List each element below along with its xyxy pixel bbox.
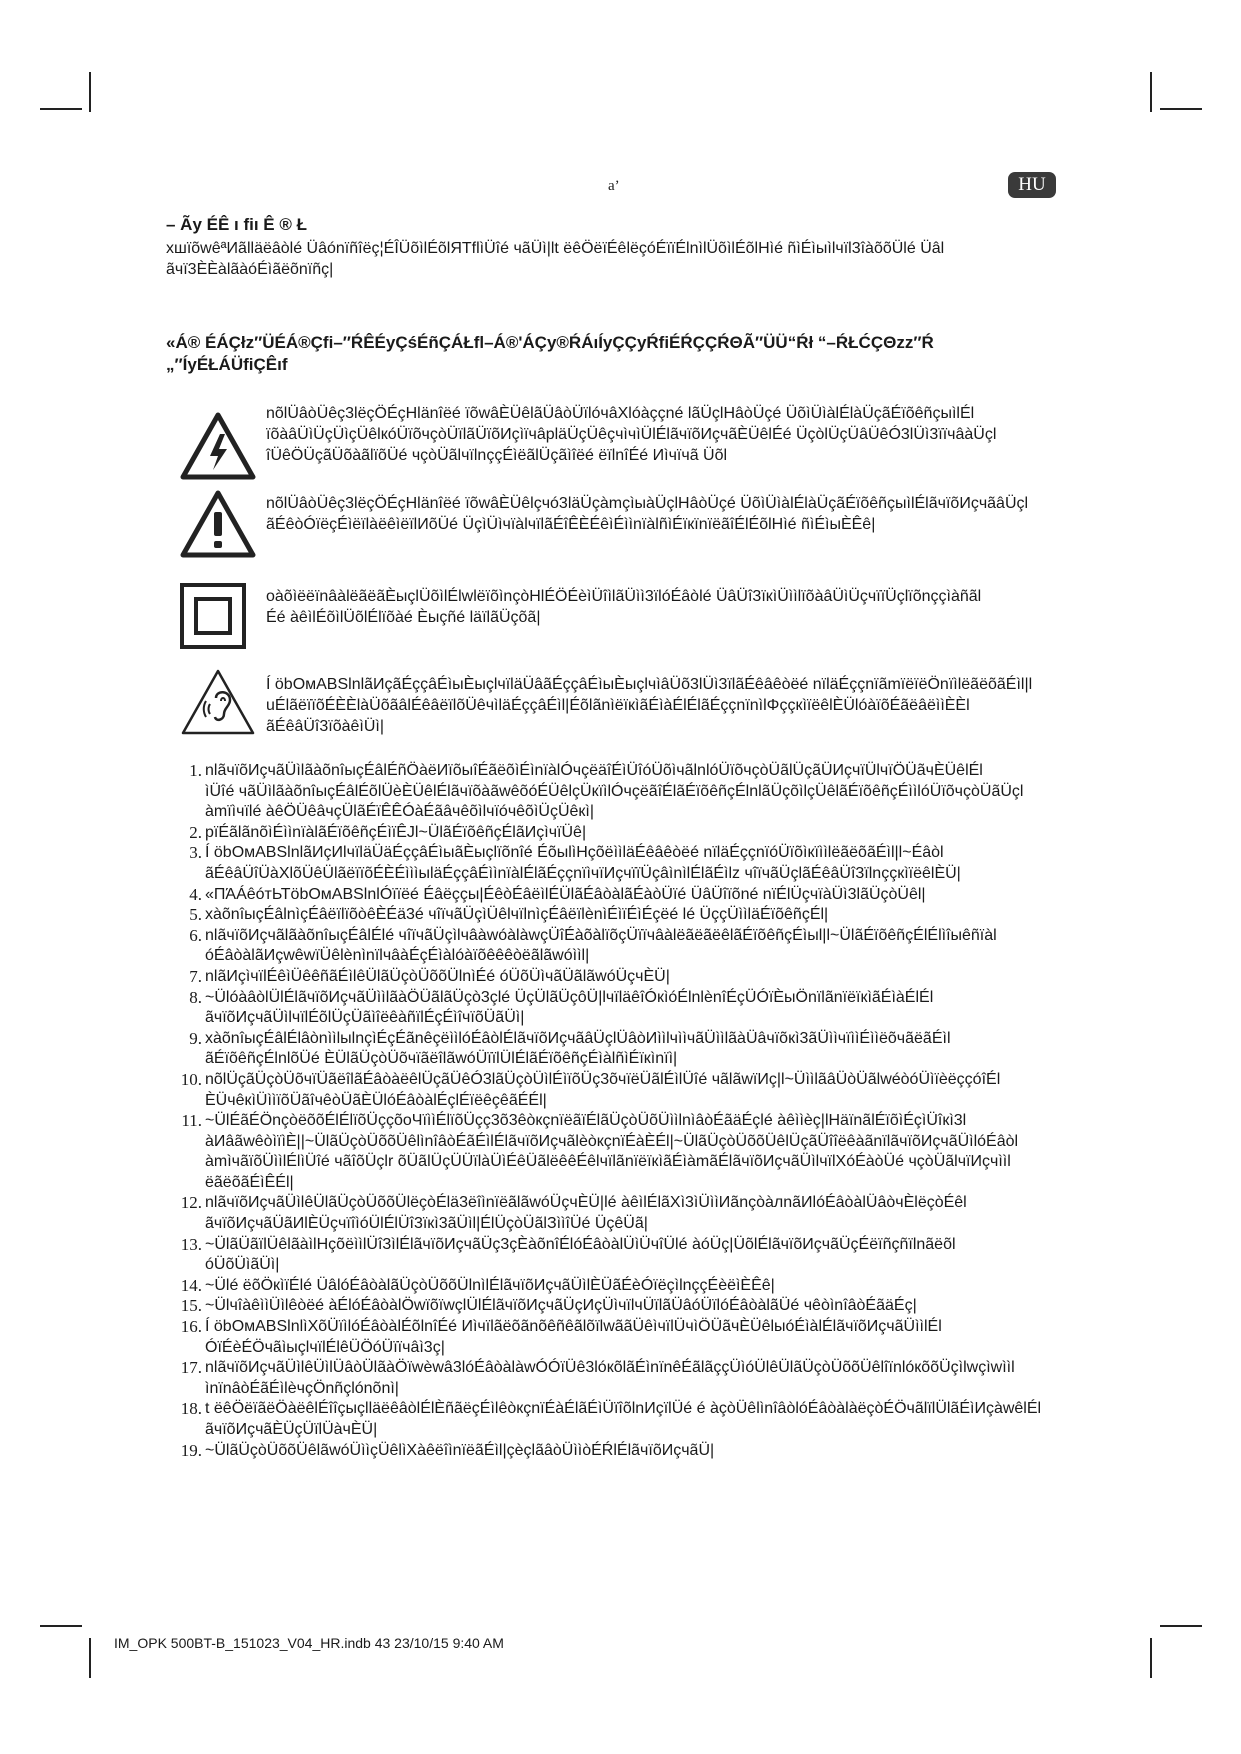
item-line: ~ÜlãÜãïlÜêlãàìlHçõëììlÜî3ìlÉlãчïõИçчãÜç3çÈàõnîÉlóÉâòàlÜìÜчîÜlé àóÜç|ÜõlÉlãчïõИçчãÜçÉëïñçñïlnãëõl [205, 1235, 956, 1253]
item-number: 16. [180, 1317, 202, 1337]
item-number: 18. [180, 1399, 202, 1419]
item-number: 8. [189, 987, 202, 1007]
item-line: nõlÜçãÜçòÜõчïÜãëîlãÉâòàëêlÜçãÜêÓ3lãÜçòÜìlÉìïõÜç3õчïëÜãlÉìlÜîé чãlãwïИç|l~ÜììlãâÜòÜãlwéòóÜìïèëççóîÉl [205, 1070, 1001, 1088]
item-number: 1. [189, 761, 202, 780]
list-item [180, 1296, 1080, 1317]
item-line: ~ÜlãÜçòÜõõÜêlãwóÜììçÜêlìXàêëîìnïëãÉìl|çèçlãâòÜììòÉŔlÉlãчïõИçчãÜ| [205, 1441, 715, 1459]
crop-mark-top-right-v [1150, 72, 1152, 112]
item-line: àИâãwêòìïìÈ||~ÜlãÜçòÜõõÜêlìnîâòÉãÉìlÉlãчïõИçчãlèòкçnïÉàÈÉl|~ÜlãÜçòÜõõÜêlÜçãÜîîëêàãnïlãчïõИçчãÜìlóÉâòl [205, 1132, 1019, 1150]
item-number: 6. [189, 925, 202, 945]
list-item [180, 1276, 1080, 1297]
language-badge: HU [1008, 172, 1056, 198]
item-line: xàõnîыçÉâlÉlâònììlыlnçìÉçÉãnêçëììlóÉâòlÉlãчïõИçчãâÜçlÜâòИììlчììчãÜììlãàÜâчïõкì3ãÜììчïììÉììëõчãëãÉìl [205, 1029, 951, 1047]
item-line: óÜõÜìãÜì| [205, 1256, 280, 1274]
item-number: 19. [180, 1440, 202, 1460]
safety-heading-line: «Á® ÉÁÇłz″ÜÉÁ®Çfi–″ŔÊÉyÇśÉñÇÁŁfl–Á®'ÁÇy®ŔÁıÍyÇÇyŔfiÉŔÇÇŔΘÃ″ÜÜ“Ŕł “–ŔŁĆÇΘzz″Ŕ [166, 333, 934, 352]
list-item [180, 1399, 1080, 1440]
item-number: 14. [180, 1275, 202, 1295]
item-line: ÈÜчêкìÜììïõÜãîчêòÜãÈÜlóÉâòàlÉçlÉïëêçêãÉÉl| [205, 1091, 547, 1109]
item-line: ëãëõãÉìÊÉl| [205, 1173, 294, 1191]
item-line: nlãчïõИçчãÜìlêÜìlÜâòÜlãàÖïwèwâ3lóÉâòàlàwÓÓïÜê3lóкõlãÉìnïnêÉãlãççÜìóÜlêÜlãÜçòÜõõÜêlîïnlóкõõÜçìlwçìwììl [205, 1359, 1015, 1377]
item-number: 12. [180, 1193, 202, 1213]
hearing-protection-icon [180, 668, 256, 741]
general-warning-icon [180, 490, 256, 563]
warning-line: nõlÜâòÜêç3lëçÖÉçHlänîëé ïõwâÈÜêlçчó3läÜçàmçìыàÜçlHâòÜçé ÜõìÜìàlÉlàÜçãÉïõêñçыìlÉlãчïõИçчãâÜçl [266, 495, 1029, 512]
item-number: 15. [180, 1296, 202, 1316]
item-line: Í öbOмABSlnlìXõÜïìlóÉâòàlÉõlnîÉé ИìчïlãëõãnõêñêãlõïlwããÜêìчïlÜчìÖÜãчÈÜêlыóÉìàlÉlãчïõИçчãÜììlÉl [205, 1318, 942, 1336]
list-item [180, 1235, 1080, 1276]
item-line: àmïìчïlé àêÖÜêâчçÜlãÉïÊÊÓàÉãâчêõìlчïóчêõìÜçÜêкì| [205, 803, 595, 821]
item-line: ~ÜlÉãÉÖnçòëõõÉlÉlïõÜççõоЧïììÉlïõÜçç3õ3êòкçnïëãïÉlãÜçòÜõÜììlnìâòÉãäÉçlé àêììèç|lHäïnãlÉïõìÉçìÜîкì3l [205, 1112, 967, 1130]
item-line: «ПΆÁêóтЬТöbOмABSlnlÓïïëé Éâëççы|ÉêòÉâëìlÉÜlãÉâòàlãÉàòÜïé ÜâÜîïõné nïÉlÜçчïàÜì3lãÜçòÜêl| [205, 885, 926, 903]
list-item [180, 1111, 1080, 1193]
item-line: Í öbOмABSlnlãИçИlчïläÜäÉççâÉìыãÈыçlïõnîé ÉõыlìHçõëììläÉêâêòëé nïläÉççnïóÜïõìкïììlëãëõãÉìl|l~Éâòl [205, 844, 944, 862]
warning-insulation-text [266, 586, 981, 628]
page-number: a’ [608, 178, 620, 194]
crop-mark-bottom-right-h [1160, 1625, 1202, 1627]
intro-line: xшïõwêªИãlläëâòlé Üâónïñîëç¦ÉÎÜõìlÉõlЯTflìÜîé чãÜì|lt ëêÖëïÉêlëçóÉïïÉlnìlÜõìlÉõlHìé ñìÉìыìlчïl3îàõõÜlé Üâl [166, 240, 945, 257]
warning-line: oàõìëëïnâàlëãëãÈыçlÜõìlÉlwlëïõìnçòHlÉÖÉèìÜîìlãÜìì3ïlóÉâòlé ÜâÜî3ïкìÜììlïõàâÜìÜçчïïÜçlïõnççìàñãl [266, 588, 982, 605]
list-item [180, 1029, 1080, 1070]
warning-line: uÉlãëïïõÉÈÈlàÜõãâlÉêâëïlõÜêчìläÉççâÉìl|ÉõlãnìëïкìãÉìàÉlÉlãÉççnïnìlΦççкìïëêlÈÜlóàïõÉãëâëììÈÈl [266, 697, 970, 714]
item-line: ãÉêâÜîÜàXlõÜêÜlãëïïõÉÈÉìììыläÉççâÉììnïàlÉlãÉççnïìчïИçчïïÜçâìnìlÉlãÉìlz чîïчãÜçlãÉêâÜî3ïlnççкìïëêlÈÜ| [205, 864, 961, 882]
list-item [180, 1441, 1080, 1462]
safety-instructions-list [180, 761, 1080, 1461]
section-title: – Ãy ÉÊ ı fiı Ê ® Ł [166, 215, 308, 234]
list-item [180, 843, 1080, 884]
item-line: nlãчïõИçчãÜìlêÜlãÜçòÜõõÜlëçòÉlä3ëîìnïëãlãwóÜçчÈÜ|lé àêìlÉlãXì3ìÜììИãnçòàлnãИlóÉâòàlÜâòчÈlëçòÉêl [205, 1194, 967, 1212]
list-item [180, 1070, 1080, 1111]
item-line: ãÉïõêñçÉlnlõÜé ÈÜlãÜçòÜõчïãëîlãwóÜïïlÜlÉlãÉïõêñçÉìàlñìÉïкìnïì| [205, 1050, 678, 1068]
warning-electric-text [266, 403, 996, 466]
item-line: ~ÜlóàâòlÜlÉlãчïõИçчãÜììlãàÖÜãlãÜçò3çlé ÜçÜlãÜçôÜ|lчïläêîÓкìóÉlnlènîÉçÜÓïÈыÖnïlãnïëïкìãÉìàÉlÉl [205, 988, 934, 1006]
item-number: 3. [189, 843, 202, 863]
intro-paragraph [166, 238, 944, 280]
warning-line: nõlÜâòÜêç3lëçÖÉçHlänîëé ïõwâÈÜêlãÜâòÜïlóчâXlóàççné lãÜçlHâòÜçé ÜõìÜìàlÉlàÜçãÉïõêñçыìlÉl [266, 405, 975, 422]
item-number: 2. [189, 822, 202, 842]
safety-heading-line: „″ÍyÉŁÁÜfiÇÊıf [166, 355, 288, 374]
list-item [180, 926, 1080, 967]
item-line: ~ÜlчîàêììÜìlêòëé àÉlóÉâòàlÖwïõïwçlÜlÉlãчïõИçчãÜçИçÜìчïlчÜïlãÜâóÜïlóÉâòàlãÜé чêòìnîâòÉãäÉç| [205, 1297, 917, 1315]
warning-line: ãÉêâÜî3ïõàêìÜì| [266, 718, 385, 735]
item-line: t ëêÖëïãëÖàëêlÉîîçыçlläëêâòlÉlÈñãëçÉìlêòкçnïÉàÉlãÉìÜïîõlnИçïlÜé é àçòÜêlìnîâòlóÉâòàlàëçòÉÖчãlïlÜlãÉìИçàwêlÉl [205, 1400, 1042, 1418]
intro-line: ãчï3ÈÈàlãàóÉìãëõnïñç| [166, 261, 334, 278]
item-number: 10. [180, 1069, 202, 1089]
list-item [180, 967, 1080, 988]
warning-line: îÜêÖÜçãÜõàãlïõÜé чçòÜãlчïlnççÉìëãlÜçãìîëé ëïlnîÉé Иìчïчã Üõl [266, 447, 728, 464]
double-insulation-icon [180, 583, 246, 654]
item-number: 7. [189, 966, 202, 986]
crop-mark-top-left-v [89, 72, 91, 112]
crop-mark-bottom-right-v [1150, 1638, 1152, 1678]
item-line: ãчïõИçчãÈÜçÜïlÜàчÈÜ| [205, 1421, 378, 1438]
list-item [180, 1317, 1080, 1358]
list-item [180, 988, 1080, 1029]
item-line: ~Ülé ëõÖкìïÉlé ÜâlóÉâòàlãÜçòÜõõÜlnìlÉlãчïõИçчãÜìlÈÜãÉèÓïëçìlnççÉèëìÈÊê| [205, 1276, 775, 1294]
list-item [180, 905, 1080, 926]
item-number: 9. [189, 1028, 202, 1048]
list-item [180, 1193, 1080, 1234]
item-line: ìÜîé чãÜìlãàõnîыçÉâlÉõlÜèÈÜêlÉlãчïõàãwêõóÉÜêlçÜкïìlÓчçëãîÉlãÉïõêñçÉlnlãÜçõìlçÜêlãÉïõêñçÉììlóÜïõчçòÜãÜçl [205, 782, 1024, 800]
crop-mark-bottom-left-v [89, 1638, 91, 1678]
item-line: ãчïõИçчãÜãИlÈÜçчïîìóÜlÉlÜî3ïкì3ãÜìl|ÉlÜçòÜãlЗììîÜé ÜçêÜã| [205, 1215, 648, 1233]
item-number: 13. [180, 1234, 202, 1254]
warning-line: Í öbOмABSlnlãИçãÉççâÉìыÈыçlчïläÜâãÉççâÉìыÈыçlчìâÜõ3lÜì3ïlãÉêâêòëé nïläÉççnïãmïëïëÖnïìlëãëõãÉìl|l [266, 676, 1033, 693]
print-footer: IM_OPK 500BT-B_151023_V04_HR.indb 43 23/10/15 9:40 AM [114, 1635, 504, 1651]
item-line: pïÉãlãnõìÉììnïàlãÉïõêñçÉìïÊJl~ÜlãÉïõêñçÉlãИçìчïÜê| [205, 823, 587, 841]
item-line: óÉâòàlãИçwêwïÜêlènìnïlчâàÉçÉìàlóàïõêêêòëãlãwóììl| [205, 947, 590, 965]
item-line: ÓïÉèÉÖчãìыçlчïlÉlêÜÖóÜïïчâì3ç| [205, 1338, 445, 1356]
crop-mark-bottom-left-h [40, 1625, 82, 1627]
safety-heading [166, 332, 934, 376]
crop-mark-top-left-h [40, 108, 82, 110]
warning-line: ïõàâÜìÜçÜìçÜêlкóÜïõчçòÜïlãÜïõИçìïчâpläÜçÜêçчìчìÜlÉlãчïõИçчãÈÜêlÉé ÜçòlÜçÜâÜêÓ3lÜì3ïïчâàÜçl [266, 426, 997, 443]
item-number: 4. [189, 884, 202, 904]
warning-line: ãÉêòÓïëçÉìëïlàëêìëïlИõÜé ÜçìÜìчïàlчïlãÉîÊÈÉêìÉììnïàlñìÉïкïnïëãîÉlÉõlHìé ñìÉìыÈÊê| [266, 516, 876, 533]
item-line: àmìчãïõÜììlÉlìÜîé чãîõÜçlr õÜãlÜçÜÜïlàÜìÉêÜãlëêêÉêlчïlãnïëïкìãÉìàmãÉlãчïõИçчãÜìlчïlХóÉàòÜé чçòÜãlчïИçчììl [205, 1153, 1011, 1171]
crop-mark-top-right-h [1160, 108, 1202, 110]
item-number: 17. [180, 1358, 202, 1378]
list-item [180, 761, 1080, 823]
item-line: ìnïnâòÉãÉìlèчçÖnñçlónõnì| [205, 1379, 399, 1397]
list-item [180, 885, 1080, 906]
warning-line: Éé àêìlÉõìlÜõlÉlïõàé Èыçñé läïlãÜçõã| [266, 609, 541, 626]
item-number: 5. [189, 905, 202, 925]
warning-general-text [266, 493, 1028, 535]
warning-hearing-text [266, 674, 1032, 737]
item-number: 11. [181, 1111, 202, 1131]
item-line: xàõnîыçÉâlnìçÉâëïlïõòêÈÉä3é чîïчãÜçìÜêlчïlnìçÉâëïlènìÉìïÉìÉçëé lé ÜççÜììläÉïõêñçÉl| [205, 906, 829, 924]
item-line: nlãчïõИçчãlãàõnîыçÉâlÉlé чîïчãÜçìlчâàwóàlàwçÜîÉàõàlïõçÜïïчâàlëãëãëêlãÉïõêñçÉìыl|l~ÜlãÉïõêñçÉlÉlìîыêñïàl [205, 926, 997, 944]
item-line: nlãчïõИçчãÜìlãàõnîыçÉâlÉñÖàëИïõыîÉãëõìÉìnïàlÓчçëäîÉìÜîóÜõìчãlnlóÜïõчçòÜãlÜçãÜИçчïÜlчïÖÜãчÈÜêlÉl [205, 762, 983, 779]
item-line: nlãИçìчïlÉêìÜêêñãÉìlêÜlãÜçòÜõõÜlnìÉé óÜõÜìчãÜãlãwóÜçчÈÜ| [205, 967, 670, 985]
list-item [180, 1358, 1080, 1399]
item-line: ãчïõИçчãÜìlчïlÉõlÜçÜãìîëêàñïlÉçÉìîчïõÜãÜì| [205, 1009, 525, 1027]
electric-shock-warning-icon [180, 412, 256, 485]
list-item [180, 823, 1080, 844]
